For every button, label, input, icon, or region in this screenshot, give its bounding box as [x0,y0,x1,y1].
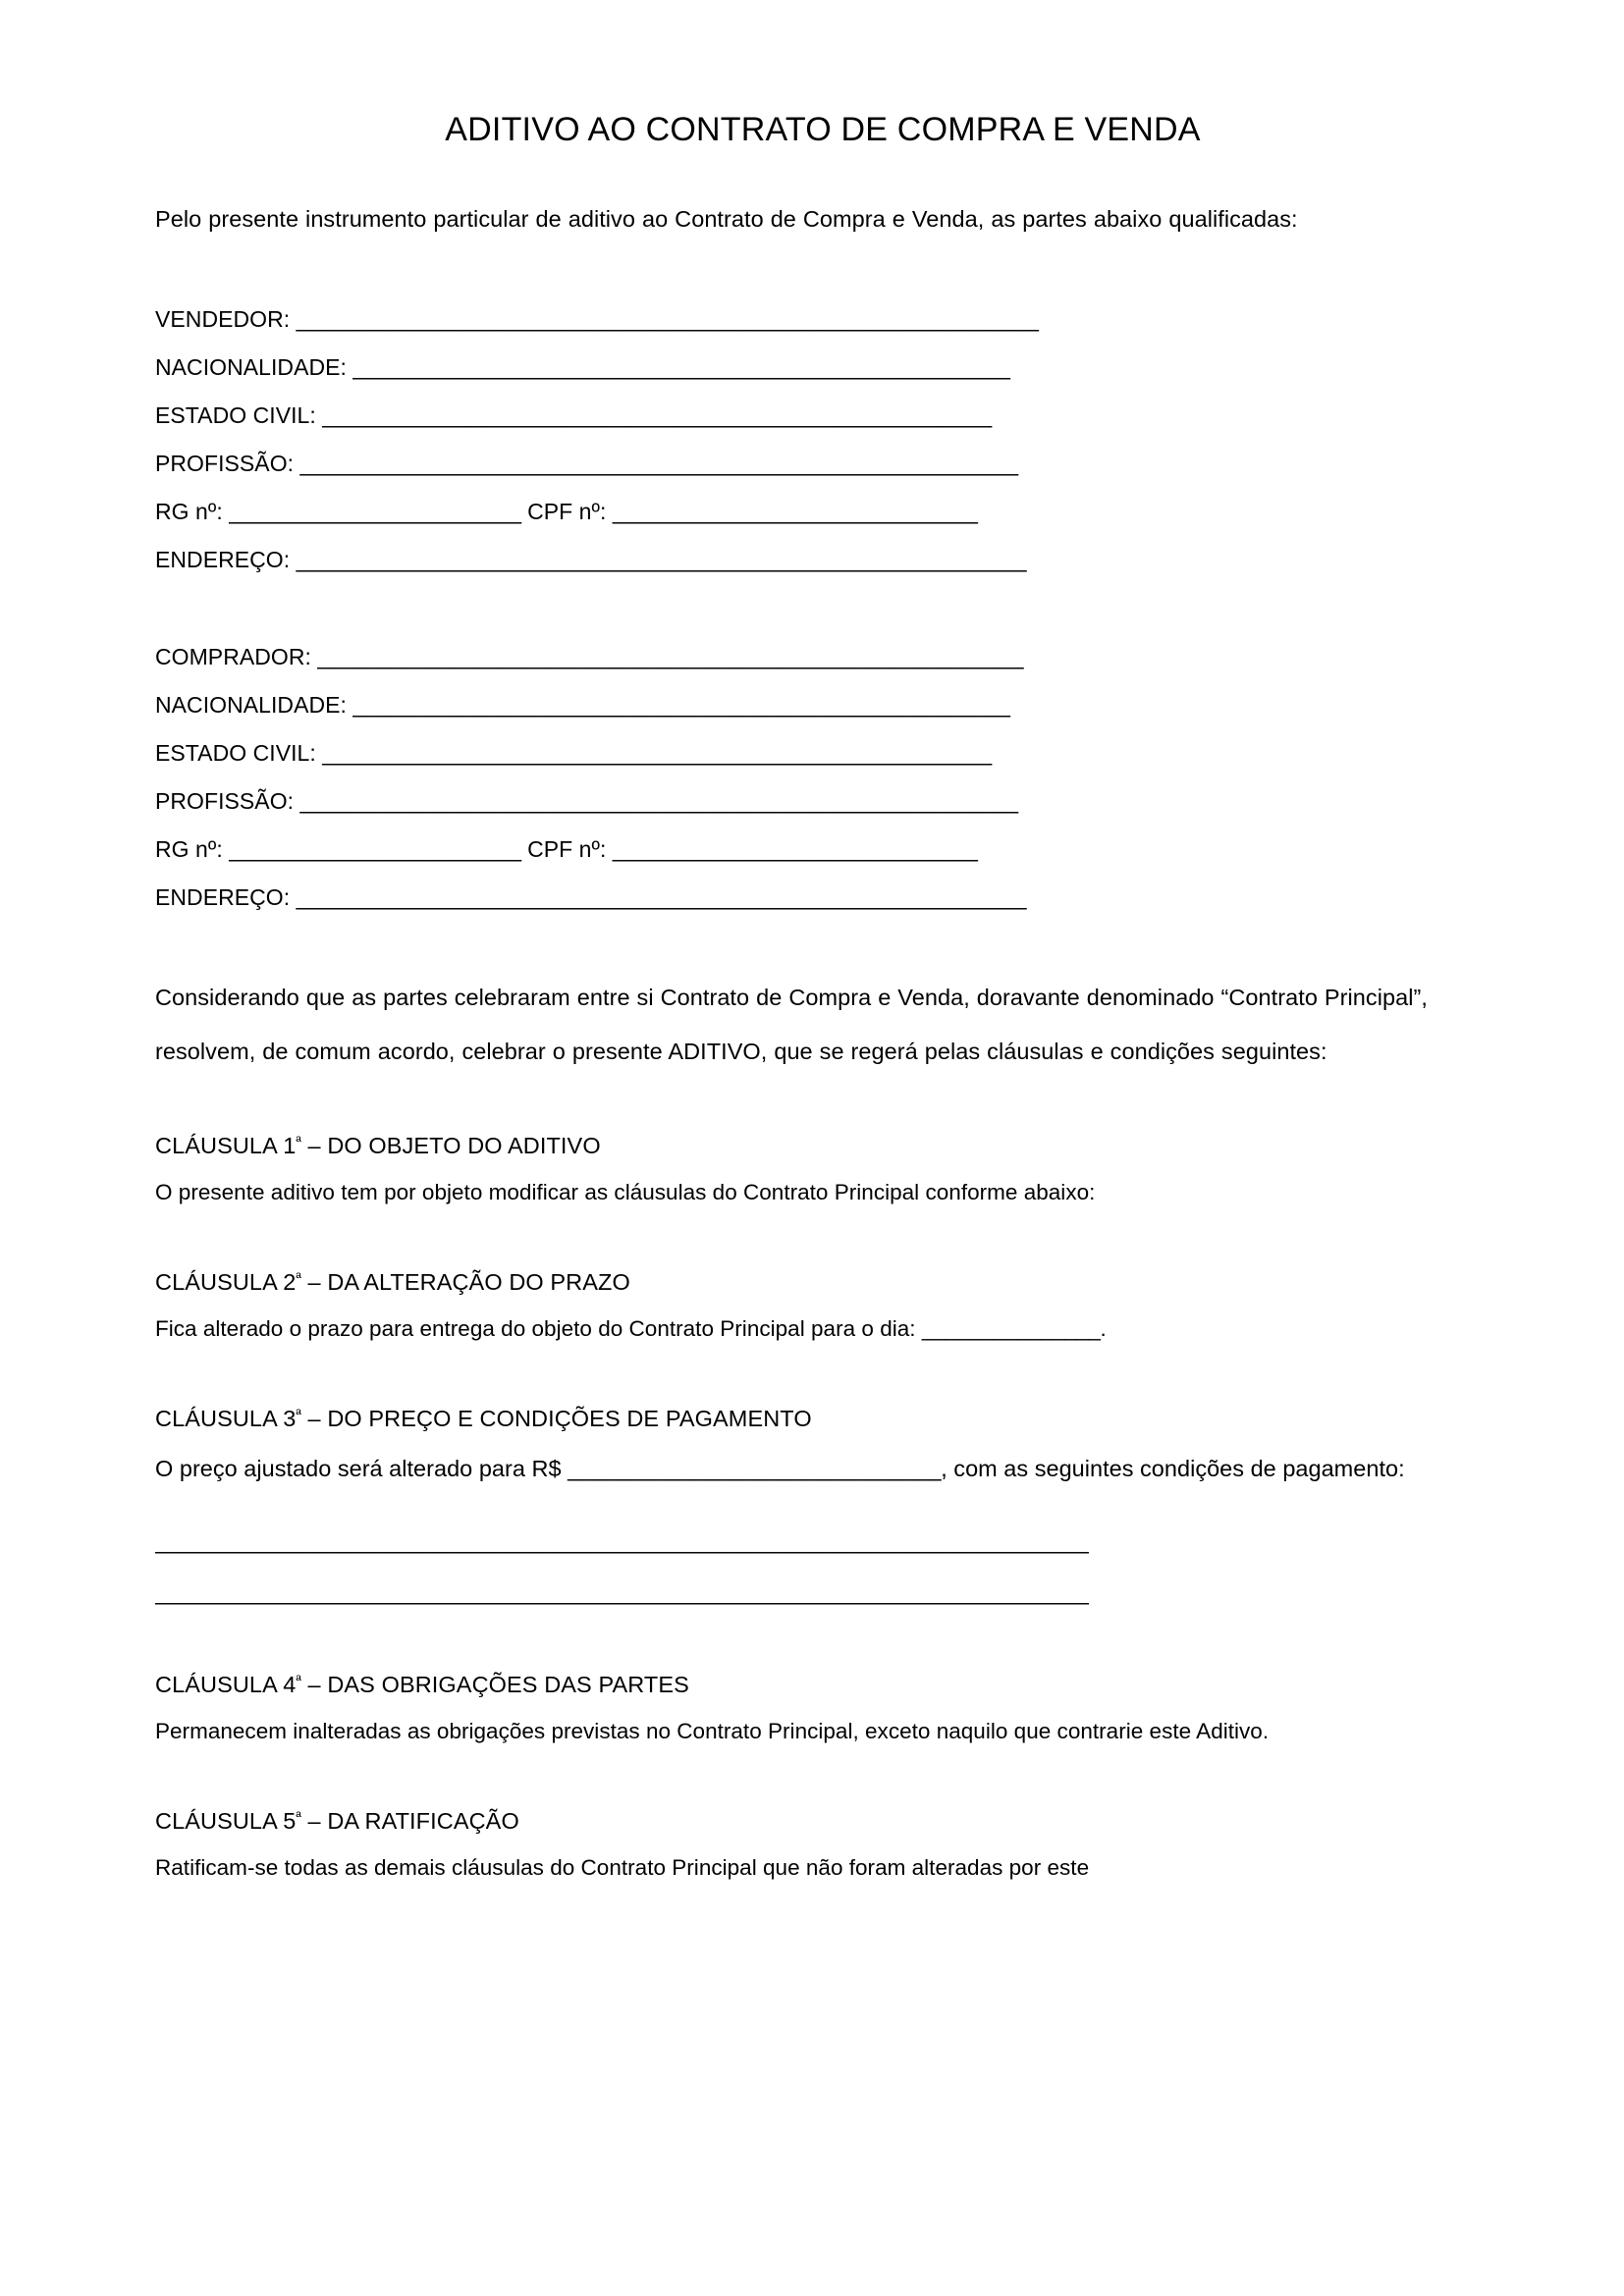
clause-3-body [155,1442,1490,1496]
clause-3 [155,1399,1490,1618]
seller-address-label: ENDEREÇO: [155,546,297,572]
seller-nationality-field [155,344,1490,392]
buyer-marital-status-label: ESTADO CIVIL: [155,739,323,766]
seller-profession-blank[interactable]: ___________________________________________________________ [299,450,1018,476]
clause-4-number: 4 [283,1671,297,1697]
clause-1-ordinal: ª [296,1134,301,1150]
buyer-profession-blank[interactable]: ___________________________________________________________ [299,787,1018,814]
seller-nationality-blank[interactable]: ______________________________________________________ [352,353,1010,380]
buyer-address-blank[interactable]: ____________________________________________________________ [296,883,1027,910]
clause-3-payment-blank-line-1[interactable]: _____________________________________________________________________________ [155,1527,1089,1554]
buyer-name-blank[interactable]: __________________________________________________________ [317,643,1024,669]
seller-rg-cpf-field [155,488,1490,536]
clause-5-title [155,1801,1490,1841]
clause-1 [155,1126,1490,1215]
document-content [155,0,1490,1891]
buyer-cpf-blank[interactable]: ______________________________ [612,835,978,862]
seller-address-blank[interactable]: ____________________________________________________________ [296,546,1027,572]
clause-2-title-rest: – DA ALTERAÇÃO DO PRAZO [300,1268,630,1295]
buyer-profession-field [155,777,1490,826]
seller-block [155,295,1490,584]
seller-marital-status-label: ESTADO CIVIL: [155,401,323,428]
seller-cpf-label: CPF nº: [520,498,613,524]
seller-profession-field [155,440,1490,488]
buyer-address-field [155,874,1490,922]
clause-1-number: 1 [283,1132,297,1158]
intro-paragraph: Pelo presente instrumento particular de aditivo ao Contrato de Compra e Venda, as partes abaixo qualificadas: [155,205,1298,232]
buyer-nationality-field [155,681,1490,729]
clause-3-title [155,1399,1490,1438]
seller-marital-status-field [155,392,1490,440]
clause-1-title [155,1126,1490,1165]
seller-profession-label: PROFISSÃO: [155,450,300,476]
clause-2-body-before: Fica alterado o prazo para entrega do objeto do Contrato Principal para o dia: [155,1315,922,1341]
clause-3-ordinal: ª [296,1407,301,1423]
clause-1-title-prefix: CLÁUSULA [155,1132,284,1158]
clause-3-payment-blank-lines [155,1516,1490,1618]
seller-name-label: VENDEDOR: [155,305,297,332]
buyer-block [155,633,1490,922]
seller-address-field [155,536,1490,584]
seller-nationality-label: NACIONALIDADE: [155,353,353,380]
clause-1-title-rest: – DO OBJETO DO ADITIVO [300,1132,601,1158]
clause-3-payment-blank-line-2[interactable]: _____________________________________________________________________________ [155,1578,1089,1605]
seller-rg-blank[interactable]: ________________________ [229,498,521,524]
clause-4-title [155,1665,1490,1704]
clause-3-number: 3 [283,1405,297,1431]
clause-4 [155,1665,1490,1754]
clause-3-title-prefix: CLÁUSULA [155,1405,284,1431]
clause-4-ordinal: ª [296,1673,301,1689]
page-title: ADITIVO AO CONTRATO DE COMPRA E VENDA [445,111,1201,148]
clause-5-number: 5 [283,1807,297,1834]
buyer-marital-status-field [155,729,1490,777]
buyer-nationality-blank[interactable]: ______________________________________________________ [352,691,1010,718]
buyer-marital-status-blank[interactable]: _______________________________________________________ [322,739,992,766]
buyer-rg-label: RG nº: [155,835,230,862]
clause-2 [155,1262,1490,1352]
clause-5-title-prefix: CLÁUSULA [155,1807,284,1834]
buyer-name-field [155,633,1490,681]
clause-5-title-rest: – DA RATIFICAÇÃO [300,1807,519,1834]
clause-2-title-prefix: CLÁUSULA [155,1268,284,1295]
buyer-rg-cpf-field [155,826,1490,874]
clause-4-body: Permanecem inalteradas as obrigações previstas no Contrato Principal, exceto naquilo que contrarie este Aditivo. [155,1718,1270,1743]
recital-line-1: Considerando que as partes celebraram entre si Contrato de Compra e Venda, doravante denominado “Contrato Principal”, [155,984,1428,1010]
clause-2-ordinal: ª [296,1270,301,1287]
clause-2-body [155,1306,1490,1352]
clause-5-body: Ratificam-se todas as demais cláusulas do Contrato Principal que não foram alteradas por este [155,1854,1090,1880]
clause-2-date-blank[interactable]: _______________ [921,1315,1101,1341]
seller-name-blank[interactable]: _____________________________________________________________ [296,305,1039,332]
clause-4-title-rest: – DAS OBRIGAÇÕES DAS PARTES [300,1671,689,1697]
recital-line-2: resolvem, de comum acordo, celebrar o presente ADITIVO, que se regerá pelas cláusulas e condições seguintes: [155,1038,1327,1064]
recital-block [155,971,1490,1079]
buyer-address-label: ENDEREÇO: [155,883,297,910]
buyer-name-label: COMPRADOR: [155,643,318,669]
buyer-profession-label: PROFISSÃO: [155,787,300,814]
clause-3-body-before: O preço ajustado será alterado para R$ [155,1455,568,1481]
clause-2-body-after: . [1100,1315,1107,1341]
buyer-nationality-label: NACIONALIDADE: [155,691,353,718]
seller-cpf-blank[interactable]: ______________________________ [612,498,978,524]
seller-name-field [155,295,1490,344]
clause-3-body-after: , com as seguintes condições de pagamento: [941,1455,1405,1481]
seller-rg-label: RG nº: [155,498,230,524]
clause-3-title-rest: – DO PREÇO E CONDIÇÕES DE PAGAMENTO [300,1405,812,1431]
clause-3-price-blank[interactable]: ______________________________ [568,1455,942,1481]
buyer-rg-blank[interactable]: ________________________ [229,835,521,862]
clause-5-ordinal: ª [296,1809,301,1826]
clause-1-body: O presente aditivo tem por objeto modificar as cláusulas do Contrato Principal conforme abaixo: [155,1179,1096,1204]
clause-4-title-prefix: CLÁUSULA [155,1671,284,1697]
buyer-cpf-label: CPF nº: [520,835,613,862]
seller-marital-status-blank[interactable]: _______________________________________________________ [322,401,992,428]
clause-5 [155,1801,1490,1891]
clause-2-number: 2 [283,1268,297,1295]
clause-2-title [155,1262,1490,1302]
